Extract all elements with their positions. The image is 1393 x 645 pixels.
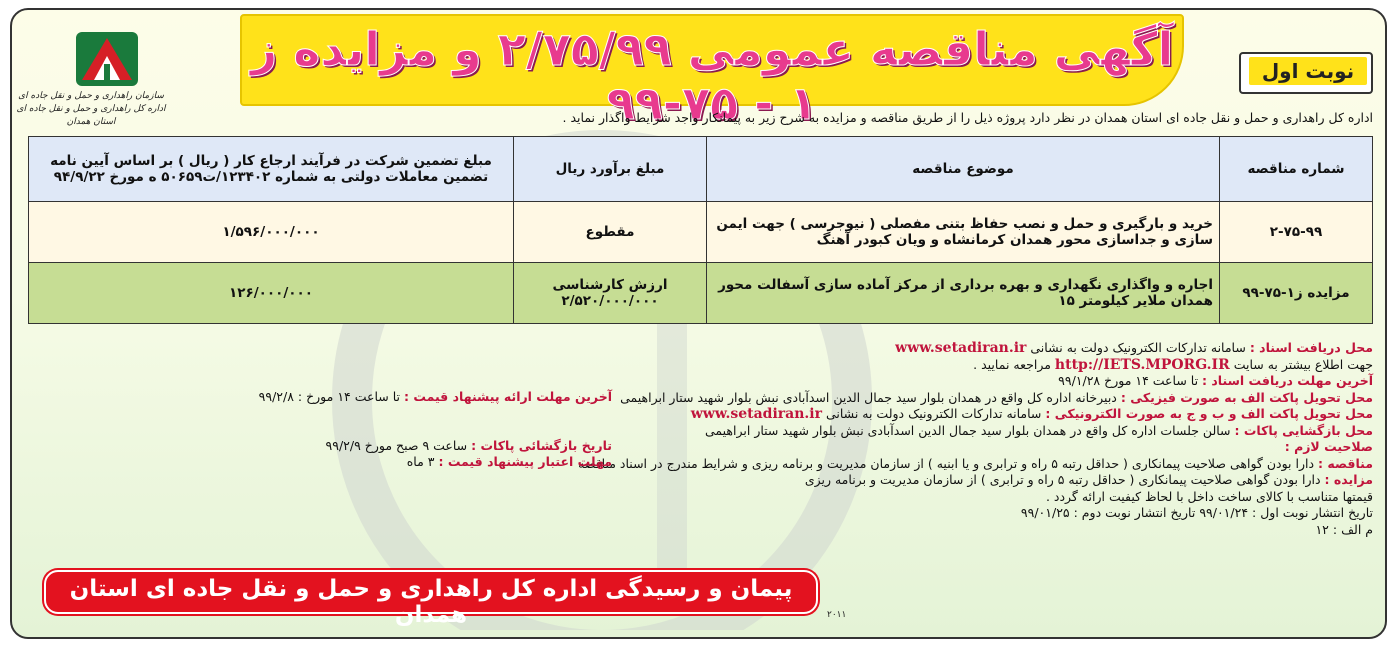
docs-deadline-label: آخرین مهلت دریافت اسناد : bbox=[1202, 373, 1373, 388]
electronic-url-link[interactable]: www.setadiran.ir bbox=[690, 406, 822, 422]
footer-small-code: ۲۰۱۱ bbox=[827, 610, 847, 620]
page-title: آگهی مناقصه عمومی ۲/۷۵/۹۹ و مزایده ز ۱ - ۷۵-۹۹ bbox=[250, 22, 1174, 130]
tender-label: مناقصه : bbox=[1318, 455, 1373, 471]
col-header-estimate: مبلغ برآورد ریال bbox=[514, 137, 707, 202]
docs-place-label: محل دریافت اسناد : bbox=[1249, 340, 1373, 355]
validity-label: مهلت اعتبار پیشنهاد قیمت : bbox=[438, 454, 612, 469]
org-line1: سازمان راهداری و حمل و نقل جاده ای bbox=[18, 91, 164, 101]
table-row bbox=[29, 263, 1373, 324]
col-header-subject: موضوع مناقصه bbox=[707, 137, 1220, 202]
org-line2: اداره کل راهداری و حمل و نقل جاده ای استان همدان bbox=[16, 104, 166, 127]
tender-table bbox=[28, 136, 1373, 324]
cell-guarantee: ۱۲۶/۰۰۰/۰۰۰ bbox=[29, 263, 514, 324]
ad-code: م الف : ۱۲ bbox=[1315, 521, 1373, 537]
prices-note: قیمتها متناسب با کالای ساخت داخل با لحاظ کیفیت ارائه گردد . bbox=[1045, 488, 1373, 504]
cell-number: ۲-۷۵-۹۹ bbox=[1220, 202, 1373, 263]
org-name bbox=[16, 90, 166, 129]
physical-label: محل تحویل پاکت الف به صورت فیزیکی : bbox=[1120, 389, 1373, 405]
physical-text: دبیرخانه اداره کل واقع در همدان بلوار سید جمال الدین اسدآبادی نبش بلوار شهید ستار ابراهیمی bbox=[620, 389, 1117, 405]
validity-text: ۳ ماه bbox=[406, 454, 435, 469]
validity-line bbox=[182, 454, 612, 469]
cell-subject: خرید و بارگیری و حمل و نصب حفاظ بتنی مفصلی ( نیوجرسی ) جهت ایمن سازی و جداسازی محور همدان کرمانشاه و ویان کبودر آهنگ bbox=[707, 202, 1220, 263]
opening-date-line bbox=[182, 438, 612, 453]
cell-estimate: مقطوع bbox=[514, 202, 707, 263]
opening-date-text: ساعت ۹ صبح مورخ ۹۹/۲/۹ bbox=[325, 438, 468, 453]
more-info-post: مراجعه نمایید . bbox=[973, 356, 1051, 372]
qualification-label: صلاحیت لازم : bbox=[1284, 439, 1373, 454]
docs-deadline-line bbox=[373, 373, 1373, 390]
table-header-row bbox=[29, 137, 1373, 202]
round-badge bbox=[1239, 52, 1373, 94]
auction-label: مزایده : bbox=[1324, 472, 1373, 487]
opening-date-label: تاریخ بازگشائی پاکات : bbox=[471, 438, 612, 453]
opening-place-text: سالن جلسات اداره کل واقع در همدان بلوار سید جمال الدین اسدآبادی نبش بلوار شهید ستار ابراهیمی bbox=[705, 422, 1231, 438]
opening-place-label: محل بازگشایی پاکات : bbox=[1234, 422, 1373, 438]
price-deadline-line bbox=[182, 389, 612, 404]
auction-qual-line bbox=[373, 472, 1373, 489]
org-logo bbox=[74, 28, 140, 88]
cell-guarantee: ۱/۵۹۶/۰۰۰/۰۰۰ bbox=[29, 202, 514, 263]
electronic-text: سامانه تدارکات الکترونیک دولت به نشانی bbox=[825, 406, 1042, 421]
footer-banner bbox=[44, 570, 818, 628]
tender-text: دارا بودن گواهی صلاحیت پیمانکاری ( حداقل رتبه ۵ راه و ترابری و یا ابنیه ) از سازمان مدیریت و برنامه ریزی و شرایط مندرج در اسناد مناقصه bbox=[578, 455, 1315, 471]
iets-url-link[interactable]: http://IETS.MPORG.IR bbox=[1054, 356, 1230, 373]
cell-subject: اجاره و واگذاری نگهداری و بهره برداری از مرکز آماده سازی آسفالت محور همدان ملایر کیلومتر ۱۵ bbox=[707, 263, 1220, 324]
electronic-line bbox=[373, 406, 1373, 423]
cell-number: مزایده ز۱-۷۵-۹۹ bbox=[1220, 263, 1373, 324]
intro-text: اداره کل راهداری و حمل و نقل جاده ای استان همدان در نظر دارد پروژه ذیل را از طریق مناقصه و مزایده به شرح زیر به پیمانکار واجد شرایط واگذار نماید . bbox=[562, 110, 1373, 125]
docs-place-line bbox=[373, 340, 1373, 357]
cell-estimate: ارزش کارشناسی ۲/۵۲۰/۰۰۰/۰۰۰ bbox=[514, 263, 707, 324]
publish-dates: تاریخ انتشار نوبت اول : ۹۹/۰۱/۲۴ تاریخ انتشار نوبت دوم : ۹۹/۰۱/۲۵ bbox=[1020, 505, 1373, 520]
more-info-pre: جهت اطلاع بیشتر به سایت bbox=[1233, 356, 1373, 372]
footer-banner-text: پیمان و رسیدگی اداره کل راهداری و حمل و نقل جاده ای استان همدان bbox=[69, 576, 793, 628]
docs-place-text: سامانه تدارکات الکترونیک دولت به نشانی bbox=[1030, 340, 1246, 355]
ad-frame bbox=[10, 8, 1387, 639]
table-row bbox=[29, 202, 1373, 263]
auction-text: دارا بودن گواهی صلاحیت پیمانکاری ( حداقل رتبه ۵ راه و ترابری ) از سازمان مدیریت و برنامه ریزی bbox=[804, 472, 1321, 487]
price-deadline-label: آخرین مهلت ارائه پیشنهاد قیمت : bbox=[403, 389, 612, 404]
col-header-number: شماره مناقصه bbox=[1220, 137, 1373, 202]
price-deadline-text: تا ساعت ۱۴ مورخ : ۹۹/۲/۸ bbox=[258, 389, 400, 404]
docs-url-link[interactable]: www.setadiran.ir bbox=[895, 340, 1027, 356]
round-badge-label: نوبت اول bbox=[1249, 57, 1367, 85]
opening-place-line bbox=[373, 423, 1373, 440]
more-info-line bbox=[373, 357, 1373, 374]
docs-deadline-text: تا ساعت ۱۴ مورخ ۹۹/۱/۲۸ bbox=[1058, 373, 1199, 388]
col-header-guarantee: مبلغ تضمین شرکت در فرآیند ارجاع کار ( ریال ) بر اساس آیین نامه تضمین معاملات دولتی به شماره ۱۲۳۴۰۲/ت۵۰۶۵۹ ه مورخ ۹۴/۹/۲۲ bbox=[29, 137, 514, 202]
electronic-label: محل تحویل پاکت الف و ب و ج به صورت الکترونیکی : bbox=[1045, 406, 1373, 421]
